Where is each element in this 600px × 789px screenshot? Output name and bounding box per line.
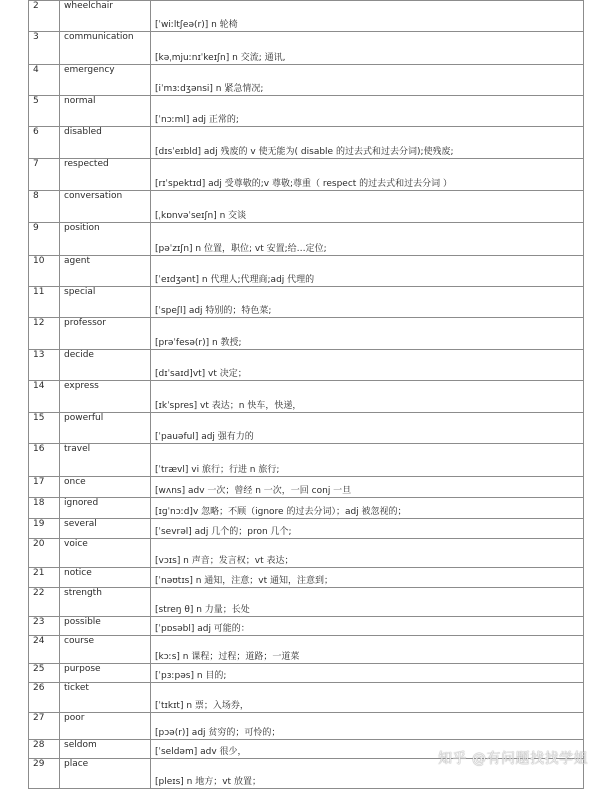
vocab-number: 13 <box>29 350 60 381</box>
vocab-number: 18 <box>29 498 60 519</box>
vocab-definition: [ˈspeʃl] adj 特别的；特色菜; <box>151 287 584 318</box>
vocab-definition: [ˈpɜːpəs] n 目的; <box>151 664 584 683</box>
vocab-row <box>29 159 584 191</box>
vocab-definition: [prəˈfesə(r)] n 教授; <box>151 318 584 350</box>
vocab-row <box>29 223 584 256</box>
vocab-row <box>29 127 584 159</box>
vocab-word: position <box>60 223 151 256</box>
vocab-definition: [ˈsevrəl] adj 几个的；pron 几个; <box>151 519 584 539</box>
vocab-word: emergency <box>60 65 151 96</box>
vocab-definition: [pəˈzɪʃn] n 位置，职位; vt 安置;给…定位; <box>151 223 584 256</box>
vocab-word: express <box>60 381 151 413</box>
vocab-word: ignored <box>60 498 151 519</box>
vocab-row <box>29 477 584 498</box>
vocab-row <box>29 256 584 287</box>
vocab-word: possible <box>60 617 151 636</box>
vocab-word: once <box>60 477 151 498</box>
vocab-row <box>29 96 584 127</box>
vocab-row <box>29 588 584 617</box>
vocab-word: place <box>60 759 151 789</box>
vocab-word: poor <box>60 713 151 740</box>
vocab-number: 26 <box>29 683 60 713</box>
vocab-definition: [dɪsˈeɪbld] adj 残废的 v 使无能为( disable 的过去式和过去分词);使残废; <box>151 127 584 159</box>
vocab-word: powerful <box>60 413 151 444</box>
vocab-word: decide <box>60 350 151 381</box>
vocab-number: 11 <box>29 287 60 318</box>
vocab-definition: [ˈtɪkɪt] n 票；入场券， <box>151 683 584 713</box>
vocab-word: respected <box>60 159 151 191</box>
vocab-row <box>29 381 584 413</box>
vocab-word: communication <box>60 32 151 65</box>
vocab-number: 27 <box>29 713 60 740</box>
vocab-row <box>29 444 584 477</box>
vocab-number: 6 <box>29 127 60 159</box>
vocab-row <box>29 350 584 381</box>
vocab-definition: [ˈnɔːml] adj 正常的; <box>151 96 584 127</box>
vocab-number: 21 <box>29 568 60 588</box>
vocab-row <box>29 568 584 588</box>
vocab-definition: [wʌns] adv 一次；曾经 n 一次，一回 conj 一旦 <box>151 477 584 498</box>
vocab-number: 20 <box>29 539 60 568</box>
vocab-number: 8 <box>29 191 60 223</box>
vocab-row <box>29 65 584 96</box>
vocab-row <box>29 664 584 683</box>
vocab-number: 23 <box>29 617 60 636</box>
vocab-number: 3 <box>29 32 60 65</box>
vocab-word: course <box>60 636 151 664</box>
vocab-word: seldom <box>60 740 151 759</box>
vocab-word: normal <box>60 96 151 127</box>
vocab-number: 10 <box>29 256 60 287</box>
vocab-number: 22 <box>29 588 60 617</box>
vocab-row <box>29 1 584 32</box>
vocab-row <box>29 683 584 713</box>
vocab-row <box>29 519 584 539</box>
vocab-word: disabled <box>60 127 151 159</box>
vocab-number: 14 <box>29 381 60 413</box>
vocab-number: 29 <box>29 759 60 789</box>
vocab-number: 19 <box>29 519 60 539</box>
vocab-row <box>29 713 584 740</box>
vocab-definition: [ˈpauəful] adj 强有力的 <box>151 413 584 444</box>
vocab-number: 17 <box>29 477 60 498</box>
vocab-definition: [ˈpɒsəbl] adj 可能的： <box>151 617 584 636</box>
vocab-row <box>29 287 584 318</box>
vocab-row <box>29 413 584 444</box>
vocab-definition: [rɪˈspektɪd] adj 受尊敬的;v 尊敬;尊重（ respect 的过去式和过去分词 ） <box>151 159 584 191</box>
vocab-word: professor <box>60 318 151 350</box>
vocab-definition: [kəˌmjuːnɪˈkeɪʃn] n 交流; 通讯, <box>151 32 584 65</box>
vocab-number: 28 <box>29 740 60 759</box>
vocab-row <box>29 539 584 568</box>
vocab-number: 2 <box>29 1 60 32</box>
vocabulary-table-body <box>29 1 584 789</box>
vocab-word: agent <box>60 256 151 287</box>
vocab-number: 12 <box>29 318 60 350</box>
vocab-word: special <box>60 287 151 318</box>
vocab-row <box>29 191 584 223</box>
vocab-row <box>29 318 584 350</box>
vocabulary-table <box>28 0 584 789</box>
vocab-word: notice <box>60 568 151 588</box>
vocab-word: several <box>60 519 151 539</box>
vocab-definition: [streŋ θ] n 力量；长处 <box>151 588 584 617</box>
vocab-definition: [ˈseldəm] adv 很少， <box>151 740 584 759</box>
vocab-word: purpose <box>60 664 151 683</box>
zhihu-watermark: 知乎 @有问题找找学姐 <box>438 751 588 767</box>
vocab-word: wheelchair <box>60 1 151 32</box>
vocab-definition: [ˈwiːltʃeə(r)] n 轮椅 <box>151 1 584 32</box>
vocab-row <box>29 636 584 664</box>
vocab-definition: [dɪˈsaɪd]vt] vt 决定； <box>151 350 584 381</box>
vocab-definition: [ɪɡˈnɔːd]v 忽略；不顾（ignore 的过去分词）；adj 被忽视的； <box>151 498 584 519</box>
vocab-number: 16 <box>29 444 60 477</box>
vocab-definition: [ˈtrævl] vi 旅行；行进 n 旅行; <box>151 444 584 477</box>
vocab-number: 4 <box>29 65 60 96</box>
vocab-number: 24 <box>29 636 60 664</box>
vocab-row <box>29 617 584 636</box>
vocab-definition: [pɔə(r)] adj 贫穷的；可怜的； <box>151 713 584 740</box>
vocab-number: 5 <box>29 96 60 127</box>
vocab-definition: [ˈnəʊtɪs] n 通知，注意；vt 通知，注意到； <box>151 568 584 588</box>
vocab-number: 9 <box>29 223 60 256</box>
vocab-definition: [iˈmɜːdʒənsi] n 紧急情况; <box>151 65 584 96</box>
vocab-word: travel <box>60 444 151 477</box>
vocab-number: 7 <box>29 159 60 191</box>
vocab-number: 15 <box>29 413 60 444</box>
vocab-row <box>29 32 584 65</box>
vocab-definition: [ɪkˈspres] vt 表达；n 快车，快递， <box>151 381 584 413</box>
vocab-number: 25 <box>29 664 60 683</box>
vocab-word: voice <box>60 539 151 568</box>
vocab-definition: [pleɪs] n 地方；vt 放置； <box>151 759 584 789</box>
vocab-word: ticket <box>60 683 151 713</box>
vocab-word: conversation <box>60 191 151 223</box>
vocab-definition: [kɔːs] n 课程；过程；道路；一道菜 <box>151 636 584 664</box>
vocab-word: strength <box>60 588 151 617</box>
vocab-row <box>29 498 584 519</box>
vocab-definition: [ˌkɒnvəˈseɪʃn] n 交谈 <box>151 191 584 223</box>
vocab-definition: [vɔɪs] n 声音；发言权；vt 表达； <box>151 539 584 568</box>
vocab-definition: [ˈeɪdʒənt] n 代理人;代理商;adj 代理的 <box>151 256 584 287</box>
